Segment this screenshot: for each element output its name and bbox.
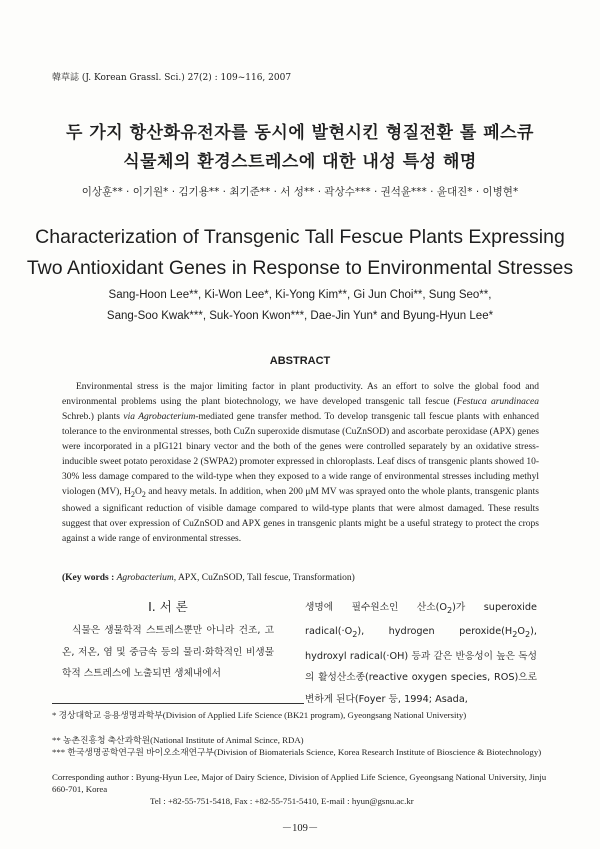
abstract-body: Environmental stress is the major limiting factor in plant productivity. As an effort to solve the global food and environmental problems using the plant biotechnology, we have developed transgenic tall fescue (Festuca arundinacea Schreb.) plants via Agrobacterium-mediated gene transfer method. To develop transgenic tall fescue plants with enhanced tolerance to the environmental stresses, both CuZn superoxide dismutase (CuZnSOD) and ascorbate peroxidase (APX) genes were incorporated in a pIG121 binary vector and the both of the genes were controlled separately by an oxidative stress-inducible sweet potato peroxidase 2 (SWPA2) promoter expressed in chloroplasts. Leaf discs of transgenic plants showed 10-30% less damage compared to the wild-type when they exposed to a wide range of environmental stresses including methyl viologen (MV), $H_2O_2$ and heavy metals. In addition, when 200 μM MV was sprayed onto the whole plants, transgenic plants showed a significant reduction of visible damage compared to wild-type plants that were almost damaged. These results suggest that over expression of CuZnSOD and APX genes in transgenic plants might be a useful strategy to protect the crops against a wide range of environmental stresses. (62, 382, 540, 544)
journal-citation: 韓草誌 (J. Korean Grassl. Sci.) 27(2) : 109~116, 2007 (52, 73, 292, 83)
korean-authors: 이상훈** · 이기원* · 김기용** · 최기준** · 서 성** · 곽상수*** · 권석윤*** · 윤대진* · 이병현* (81, 186, 519, 198)
korean-title-line-2: 식물체의 환경스트레스에 대한 내성 특성 해명 (123, 152, 477, 172)
korean-title-line-1: 두 가지 항산화유전자를 동시에 발현시킨 형질전환 톨 페스큐 (66, 123, 534, 143)
contact-info: Tel : +82-55-751-5418, Fax : +82-55-751-5410, E-mail : hyun@gsnu.ac.kr (150, 796, 414, 806)
footnote-affiliation-1: * 경상대학교 응용생명과학부(Division of Applied Life Science (BK21 program), Gyeongsang National University) (52, 710, 467, 720)
introduction-right-column: 생명에 필수원소인 산소$(O_2)$가 superoxide $radical(\cdot O_2)$, hydrogen $peroxide(H_2O_2)$, hydroxyl radical(·OH) 등과 같은 반응성이 높은 독성의 활성산소종(reactive oxygen species, ROS)으로 변하게 된다(Foyer 등, 1994; Asada, (305, 602, 537, 705)
english-authors-line-2: Sang-Soo Kwak***, Suk-Yoon Kwon***, Dae-Jin Yun* and Byung-Hyun Lee* (106, 310, 494, 322)
introduction-left-column: 식물은 생물학적 스트레스뿐만 아니라 건조, 고온, 저온, 염 및 중금속 등의 물리·화학적인 비생물학적 스트레스에 노출되면 생체내에서 (62, 625, 274, 679)
corresponding-author: Corresponding author : Byung-Hyun Lee, Major of Dairy Science, Division of Applied Life Science, Gyeongsang National University, Jinju 660-701, Korea (52, 772, 547, 794)
footnote-divider (52, 703, 304, 704)
footnote-affiliation-3: *** 한국생명공학연구원 바이오소재연구부(Division of Biomaterials Science, Korea Research Institute of Bioscience & Biotechnology) (52, 747, 542, 757)
english-title-line-1: Characterization of Transgenic Tall Fescue Plants Expressing (35, 226, 565, 248)
english-title-line-2: Two Antioxidant Genes in Response to Environmental Stresses (26, 257, 574, 279)
english-authors-line-1: Sang-Hoon Lee**, Ki-Won Lee*, Ki-Yong Kim**, Gi Jun Choi**, Sung Seo**, (108, 289, 492, 301)
page-number: －109－ (281, 823, 319, 834)
section-heading-introduction: Ⅰ. 서 론 (148, 599, 188, 614)
footnote-affiliation-2: ** 농촌진흥청 축산과학원(National Institute of Animal Scince, RDA) (52, 735, 304, 745)
abstract-heading: ABSTRACT (269, 355, 331, 367)
keywords: (Key words : Agrobacterium, APX, CuZnSOD, Tall fescue, Transformation) (62, 573, 355, 583)
